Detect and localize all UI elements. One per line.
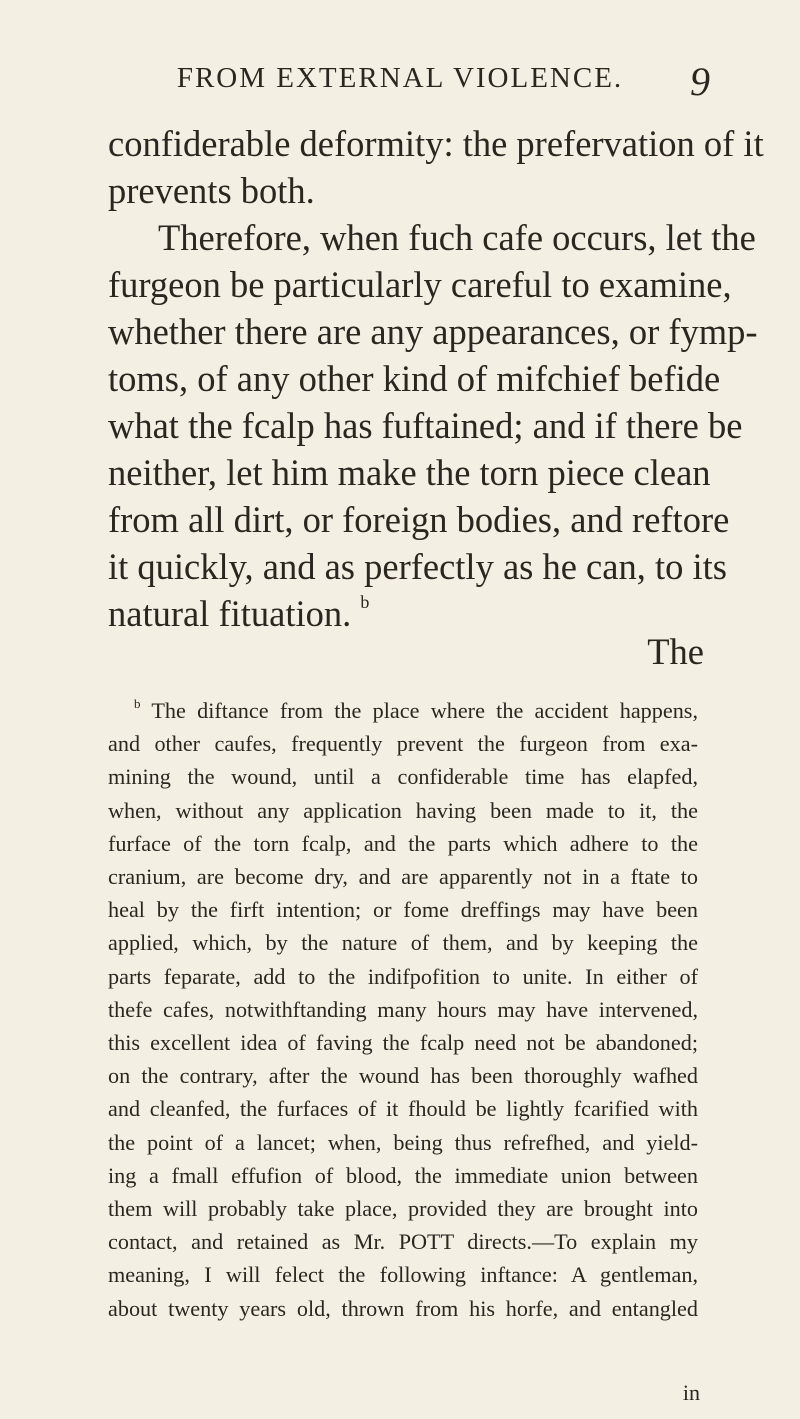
footnote-line-text: The diftance from the place where the accident happens, xyxy=(151,698,698,723)
footnote-line: them will probably take place, provided they are brought into xyxy=(108,1196,698,1222)
footnote-line xyxy=(108,694,698,727)
text-line: whether there are any appearances, or fymp- xyxy=(108,311,758,352)
footnote-line: about twenty years old, thrown from his horfe, and entangled xyxy=(108,1295,698,1321)
footnote-line: the point of a lancet; when, being thus refrefhed, and yield- xyxy=(108,1129,698,1155)
footnote-line: contact, and retained as Mr. POTT directs.—To explain my xyxy=(108,1229,698,1255)
catchword: The xyxy=(647,631,704,672)
footnote-line: furface of the torn fcalp, and the parts which adhere to the xyxy=(108,830,698,856)
footnote-line: ing a fmall effufion of blood, the immediate union between xyxy=(108,1162,698,1188)
text-line: toms, of any other kind of mifchief befide xyxy=(108,358,721,399)
footnote-line: and other caufes, frequently prevent the furgeon from exa- xyxy=(108,731,698,757)
text-line: what the fcalp has fuftained; and if there be xyxy=(108,405,743,446)
text-line: from all dirt, or foreign bodies, and reftore xyxy=(108,499,730,540)
footnote-marker: b xyxy=(134,696,141,711)
footnote-line: thefe cafes, notwithftanding many hours may have intervened, xyxy=(108,996,698,1022)
text-line: it quickly, and as perfectly as he can, to its xyxy=(108,546,727,587)
footnote-line: meaning, I will felect the following inftance: A gentleman, xyxy=(108,1262,698,1288)
footnote-line: parts feparate, add to the indifpofition to unite. In either of xyxy=(108,963,698,989)
footnote-line: and cleanfed, the furfaces of it fhould be lightly fcarified with xyxy=(108,1096,698,1122)
main-text xyxy=(108,120,764,637)
text-line: Therefore, when fuch cafe occurs, let the xyxy=(158,217,756,258)
text-line: furgeon be particularly careful to examine, xyxy=(108,264,732,305)
footnote-line: on the contrary, after the wound has been thoroughly wafhed xyxy=(108,1063,698,1089)
footnote-catchword: in xyxy=(682,1380,700,1405)
footnote-reference[interactable]: b xyxy=(360,592,370,612)
text-line: neither, let him make the torn piece clean xyxy=(108,452,711,493)
footnote-line: applied, which, by the nature of them, and by keeping the xyxy=(108,930,698,956)
footnote-line: heal by the firft intention; or fome dreffings may have been xyxy=(108,897,698,923)
footnote-line: when, without any application having been made to it, the xyxy=(108,797,698,823)
text-line: natural fituation. xyxy=(108,593,352,634)
footnote-line: this excellent idea of faving the fcalp need not be abandoned; xyxy=(108,1030,698,1056)
footnote xyxy=(108,694,698,1325)
page-number: 9 xyxy=(690,59,710,104)
footnote-line: cranium, are become dry, and are apparently not in a ftate to xyxy=(108,864,698,890)
page-header xyxy=(0,59,800,112)
footnote-line: mining the wound, until a confiderable time has elapfed, xyxy=(108,764,698,790)
running-head: FROM EXTERNAL VIOLENCE. xyxy=(176,62,624,94)
text-line: confiderable deformity: the prefervation of it xyxy=(108,123,764,164)
text-line: prevents both. xyxy=(108,170,315,211)
text-line-last xyxy=(108,590,703,637)
